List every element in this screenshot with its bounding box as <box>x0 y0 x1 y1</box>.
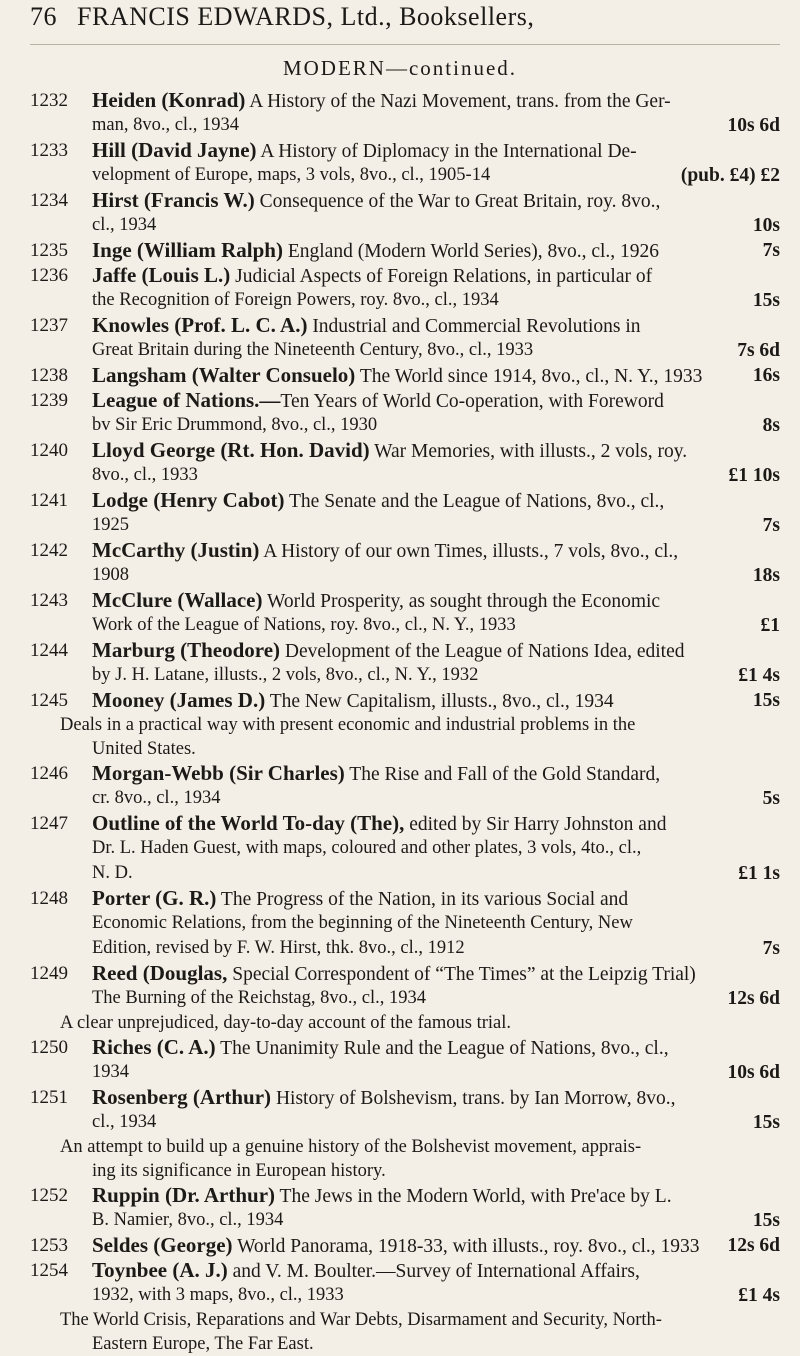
entry-text: The Burning of the Reichstag, 8vo., cl., 1934 <box>92 988 426 1008</box>
entry-author: Seldes (George) <box>92 1233 233 1257</box>
entry-price: 15s <box>752 1210 780 1231</box>
entry-text: velopment of Europe, maps, 3 vols, 8vo., cl., 1905-14 <box>92 165 491 185</box>
entry-price: (pub. £4) £2 <box>680 165 780 186</box>
entry-price: £1 1s <box>738 863 780 884</box>
entry-text: by J. H. Latane, illusts., 2 vols, 8vo., cl., N. Y., 1932 <box>92 665 479 685</box>
entry-number: 1248 <box>30 888 68 909</box>
entry-note: ing its significance in European history. <box>92 1161 386 1181</box>
entry-price: 7s <box>762 240 780 261</box>
entry-title: Ten Years of World Co-operation, with Foreword <box>280 391 664 412</box>
entry-title: The Rise and Fall of the Gold Standard, <box>344 764 661 785</box>
entry-title: Consequence of the War to Great Britain, roy. 8vo., <box>254 191 661 212</box>
entry-title: Special Correspondent of “The Times” at the Leipzig Trial) <box>227 964 696 985</box>
entry-line-continued <box>30 1208 780 1233</box>
entry-author: Knowles (Prof. L. C. A.) <box>92 313 308 337</box>
entry-author: Hirst (Francis W.) <box>92 188 255 212</box>
entry-line <box>30 886 780 911</box>
entry-number: 1232 <box>30 90 68 111</box>
entry-author: Porter (G. R.) <box>92 886 217 910</box>
entry-note: Deals in a practical way with present economic and industrial problems in the <box>60 715 636 735</box>
entry-line <box>30 588 780 613</box>
list-item <box>30 138 780 188</box>
entry-line-continued <box>30 1110 780 1135</box>
entry-note: United States. <box>92 739 196 759</box>
entry-price: 15s <box>752 690 780 711</box>
entry-line-continued <box>30 663 780 688</box>
entry-price: 15s <box>752 290 780 311</box>
entry-number: 1239 <box>30 390 68 411</box>
entry-title: World Prosperity, as sought through the Economic <box>262 591 661 612</box>
entry-line <box>30 438 780 463</box>
entry-text: 1934 <box>92 1062 129 1082</box>
entry-line-continued <box>30 936 780 961</box>
entry-line-continued <box>30 413 780 438</box>
entry-price: £1 4s <box>738 665 780 686</box>
list-item <box>30 488 780 538</box>
entry-line <box>30 1258 780 1283</box>
entry-line-continued <box>30 513 780 538</box>
entry-author: Rosenberg (Arthur) <box>92 1085 272 1109</box>
entry-number: 1249 <box>30 963 68 984</box>
entry-text: cl., 1934 <box>92 215 157 235</box>
entry-note: An attempt to build up a genuine history of the Bolshevist movement, apprais- <box>60 1137 642 1157</box>
entry-author: Hill (David Jayne) <box>92 138 257 162</box>
entry-price: 15s <box>752 1112 780 1133</box>
entry-text: Dr. L. Haden Guest, with maps, coloured and other plates, 3 vols, 4to., cl., <box>92 838 642 858</box>
entry-author: Inge (William Ralph) <box>92 238 283 262</box>
entry-line <box>30 263 780 288</box>
entry-title: Development of the League of Nations Idea, edited <box>280 641 685 662</box>
entry-text: Edition, revised by F. W. Hirst, thk. 8vo., cl., 1912 <box>92 938 465 958</box>
entry-line <box>30 538 780 563</box>
section-title: MODERN—continued. <box>282 56 518 80</box>
entry-line <box>30 138 780 163</box>
entry-line-continued <box>30 1283 780 1308</box>
entry-text: bv Sir Eric Drummond, 8vo., cl., 1930 <box>92 415 378 435</box>
entry-number: 1247 <box>30 813 68 834</box>
entry-title: The Unanimity Rule and the League of Nations, 8vo., cl., <box>215 1038 669 1059</box>
entry-price: £1 <box>760 615 780 636</box>
list-item <box>30 1085 780 1183</box>
list-item <box>30 961 780 1035</box>
entry-price: 12s 6d <box>727 1235 780 1256</box>
entry-price: 10s <box>752 215 780 236</box>
entry-text: 1932, with 3 maps, 8vo., cl., 1933 <box>92 1285 344 1305</box>
entry-author: Lloyd George (Rt. Hon. David) <box>92 438 370 462</box>
entry-line-continued <box>30 986 780 1011</box>
entry-text: the Recognition of Foreign Powers, roy. 8vo., cl., 1934 <box>92 290 499 310</box>
entry-number: 1233 <box>30 140 68 161</box>
entry-price: 12s 6d <box>727 988 780 1009</box>
entry-author: Morgan-Webb (Sir Charles) <box>92 761 345 785</box>
page-number: 76 <box>30 2 57 31</box>
entry-line-continued <box>30 1060 780 1085</box>
entry-price: 7s <box>762 515 780 536</box>
entry-author: Ruppin (Dr. Arthur) <box>92 1183 276 1207</box>
entry-author: Riches (C. A.) <box>92 1035 216 1059</box>
entry-line <box>30 363 780 388</box>
entry-line-continued <box>30 563 780 588</box>
entry-title: A History of our own Times, illusts., 7 vols, 8vo., cl., <box>259 541 679 562</box>
entry-number: 1246 <box>30 763 68 784</box>
entry-note: Eastern Europe, The Far East. <box>92 1334 314 1354</box>
entry-number: 1254 <box>30 1260 68 1281</box>
entry-line <box>30 488 780 513</box>
entry-text: 8vo., cl., 1933 <box>92 465 198 485</box>
header-divider <box>30 44 780 45</box>
list-item <box>30 638 780 688</box>
list-item <box>30 588 780 638</box>
entry-text: B. Namier, 8vo., cl., 1934 <box>92 1210 284 1230</box>
entry-line <box>30 388 780 413</box>
entry-line <box>30 238 780 263</box>
entry-price: £1 4s <box>738 1285 780 1306</box>
entry-number: 1245 <box>30 690 68 711</box>
entry-title: England (Modern World Series), 8vo., cl., 1926 <box>282 241 660 262</box>
entry-title: Judicial Aspects of Foreign Relations, in particular of <box>230 266 653 287</box>
entry-price: 8s <box>762 415 780 436</box>
entry-number: 1241 <box>30 490 68 511</box>
list-item <box>30 313 780 363</box>
entry-list <box>30 88 780 1356</box>
entry-title: War Memories, with illusts., 2 vols, roy. <box>369 441 688 462</box>
entry-title: The New Capitalism, illusts., 8vo., cl., 1934 <box>265 691 614 712</box>
entry-line <box>30 1183 780 1208</box>
list-item <box>30 238 780 263</box>
entry-price: £1 10s <box>728 465 780 486</box>
list-item <box>30 363 780 388</box>
entry-note: A clear unprejudiced, day-to-day account of the famous trial. <box>60 1013 512 1033</box>
entry-line-continued <box>30 786 780 811</box>
list-item <box>30 1233 780 1258</box>
entry-number: 1235 <box>30 240 68 261</box>
list-item <box>30 438 780 488</box>
entry-title: edited by Sir Harry Johnston and <box>404 814 667 835</box>
entry-number: 1238 <box>30 365 68 386</box>
entry-line <box>30 761 780 786</box>
entry-line-continued <box>30 836 780 861</box>
entry-text: Work of the League of Nations, roy. 8vo., cl., N. Y., 1933 <box>92 615 516 635</box>
entry-text: 1908 <box>92 565 129 585</box>
list-item <box>30 88 780 138</box>
entry-author: Reed (Douglas, <box>92 961 228 985</box>
entry-title: The Jews in the Modern World, with Pre'ace by L. <box>275 1186 672 1207</box>
list-item <box>30 388 780 438</box>
entry-line-continued <box>30 213 780 238</box>
entry-line-continued <box>30 113 780 138</box>
entry-title: World Panorama, 1918-33, with illusts., roy. 8vo., cl., 1933 <box>232 1236 700 1257</box>
entry-number: 1242 <box>30 540 68 561</box>
entry-title: A History of Diplomacy in the International De- <box>256 141 637 162</box>
entry-price: 10s 6d <box>727 115 780 136</box>
entry-line-continued <box>30 613 780 638</box>
entry-number: 1244 <box>30 640 68 661</box>
entry-line-continued <box>30 163 780 188</box>
entry-text: N. D. <box>92 863 133 883</box>
entry-price: 7s 6d <box>737 340 780 361</box>
entry-author: Outline of the World To-day (The), <box>92 811 405 835</box>
entry-author: Heiden (Konrad) <box>92 88 246 112</box>
list-item <box>30 188 780 238</box>
entry-author: McClure (Wallace) <box>92 588 263 612</box>
entry-price: 7s <box>762 938 780 959</box>
page-title: FRANCIS EDWARDS, Ltd., Booksellers, <box>77 2 535 31</box>
entry-author: Lodge (Henry Cabot) <box>92 488 285 512</box>
entry-text: cl., 1934 <box>92 1112 157 1132</box>
entry-line <box>30 1085 780 1110</box>
entry-number: 1240 <box>30 440 68 461</box>
entry-title: The Senate and the League of Nations, 8vo., cl., <box>284 491 665 512</box>
entry-number: 1250 <box>30 1037 68 1058</box>
entry-line <box>30 688 780 713</box>
entry-text: 1925 <box>92 515 129 535</box>
list-item <box>30 538 780 588</box>
entry-number: 1253 <box>30 1235 68 1256</box>
entry-line <box>30 88 780 113</box>
list-item <box>30 1035 780 1085</box>
entry-number: 1237 <box>30 315 68 336</box>
entry-text: Great Britain during the Nineteenth Century, 8vo., cl., 1933 <box>92 340 534 360</box>
entry-title: Industrial and Commercial Revolutions in <box>307 316 641 337</box>
entry-price: 16s <box>752 365 780 386</box>
entry-author: Toynbee (A. J.) <box>92 1258 228 1282</box>
entry-title: and V. M. Boulter.—Survey of International Affairs, <box>227 1261 640 1282</box>
list-item <box>30 263 780 313</box>
entry-price: 5s <box>762 788 780 809</box>
entry-line <box>30 1233 780 1258</box>
entry-price: 10s 6d <box>727 1062 780 1083</box>
entry-price: 18s <box>752 565 780 586</box>
list-item <box>30 1258 780 1356</box>
entry-title: The World since 1914, 8vo., cl., N. Y., 1933 <box>355 366 703 387</box>
entry-number: 1234 <box>30 190 68 211</box>
entry-line-continued <box>30 338 780 363</box>
entry-line <box>30 638 780 663</box>
entry-number: 1252 <box>30 1185 68 1206</box>
list-item <box>30 811 780 886</box>
entry-author: Jaffe (Louis L.) <box>92 263 231 287</box>
entry-text: cr. 8vo., cl., 1934 <box>92 788 221 808</box>
entry-author: McCarthy (Justin) <box>92 538 260 562</box>
entry-line <box>30 811 780 836</box>
entry-title: The Progress of the Nation, in its various Social and <box>216 889 629 910</box>
entry-line-continued <box>30 911 780 936</box>
entry-number: 1243 <box>30 590 68 611</box>
entry-line-continued <box>30 463 780 488</box>
list-item <box>30 688 780 761</box>
list-item <box>30 886 780 961</box>
entry-title: A History of the Nazi Movement, trans. from the Ger- <box>245 91 671 112</box>
entry-author: Mooney (James D.) <box>92 688 266 712</box>
entry-note: The World Crisis, Reparations and War Debts, Disarmament and Security, North- <box>60 1310 662 1330</box>
entry-author: League of Nations.— <box>92 388 281 412</box>
entry-text: Economic Relations, from the beginning of the Nineteenth Century, New <box>92 913 633 933</box>
entry-line-continued <box>30 861 780 886</box>
entry-author: Marburg (Theodore) <box>92 638 281 662</box>
list-item <box>30 761 780 811</box>
list-item <box>30 1183 780 1233</box>
entry-line <box>30 961 780 986</box>
entry-text: man, 8vo., cl., 1934 <box>92 115 239 135</box>
entry-line <box>30 313 780 338</box>
entry-line <box>30 188 780 213</box>
running-head <box>30 2 780 32</box>
entry-line-continued <box>30 288 780 313</box>
entry-number: 1251 <box>30 1087 68 1108</box>
entry-author: Langsham (Walter Consuelo) <box>92 363 356 387</box>
entry-line <box>30 1035 780 1060</box>
entry-number: 1236 <box>30 265 68 286</box>
entry-title: History of Bolshevism, trans. by Ian Morrow, 8vo., <box>271 1088 676 1109</box>
